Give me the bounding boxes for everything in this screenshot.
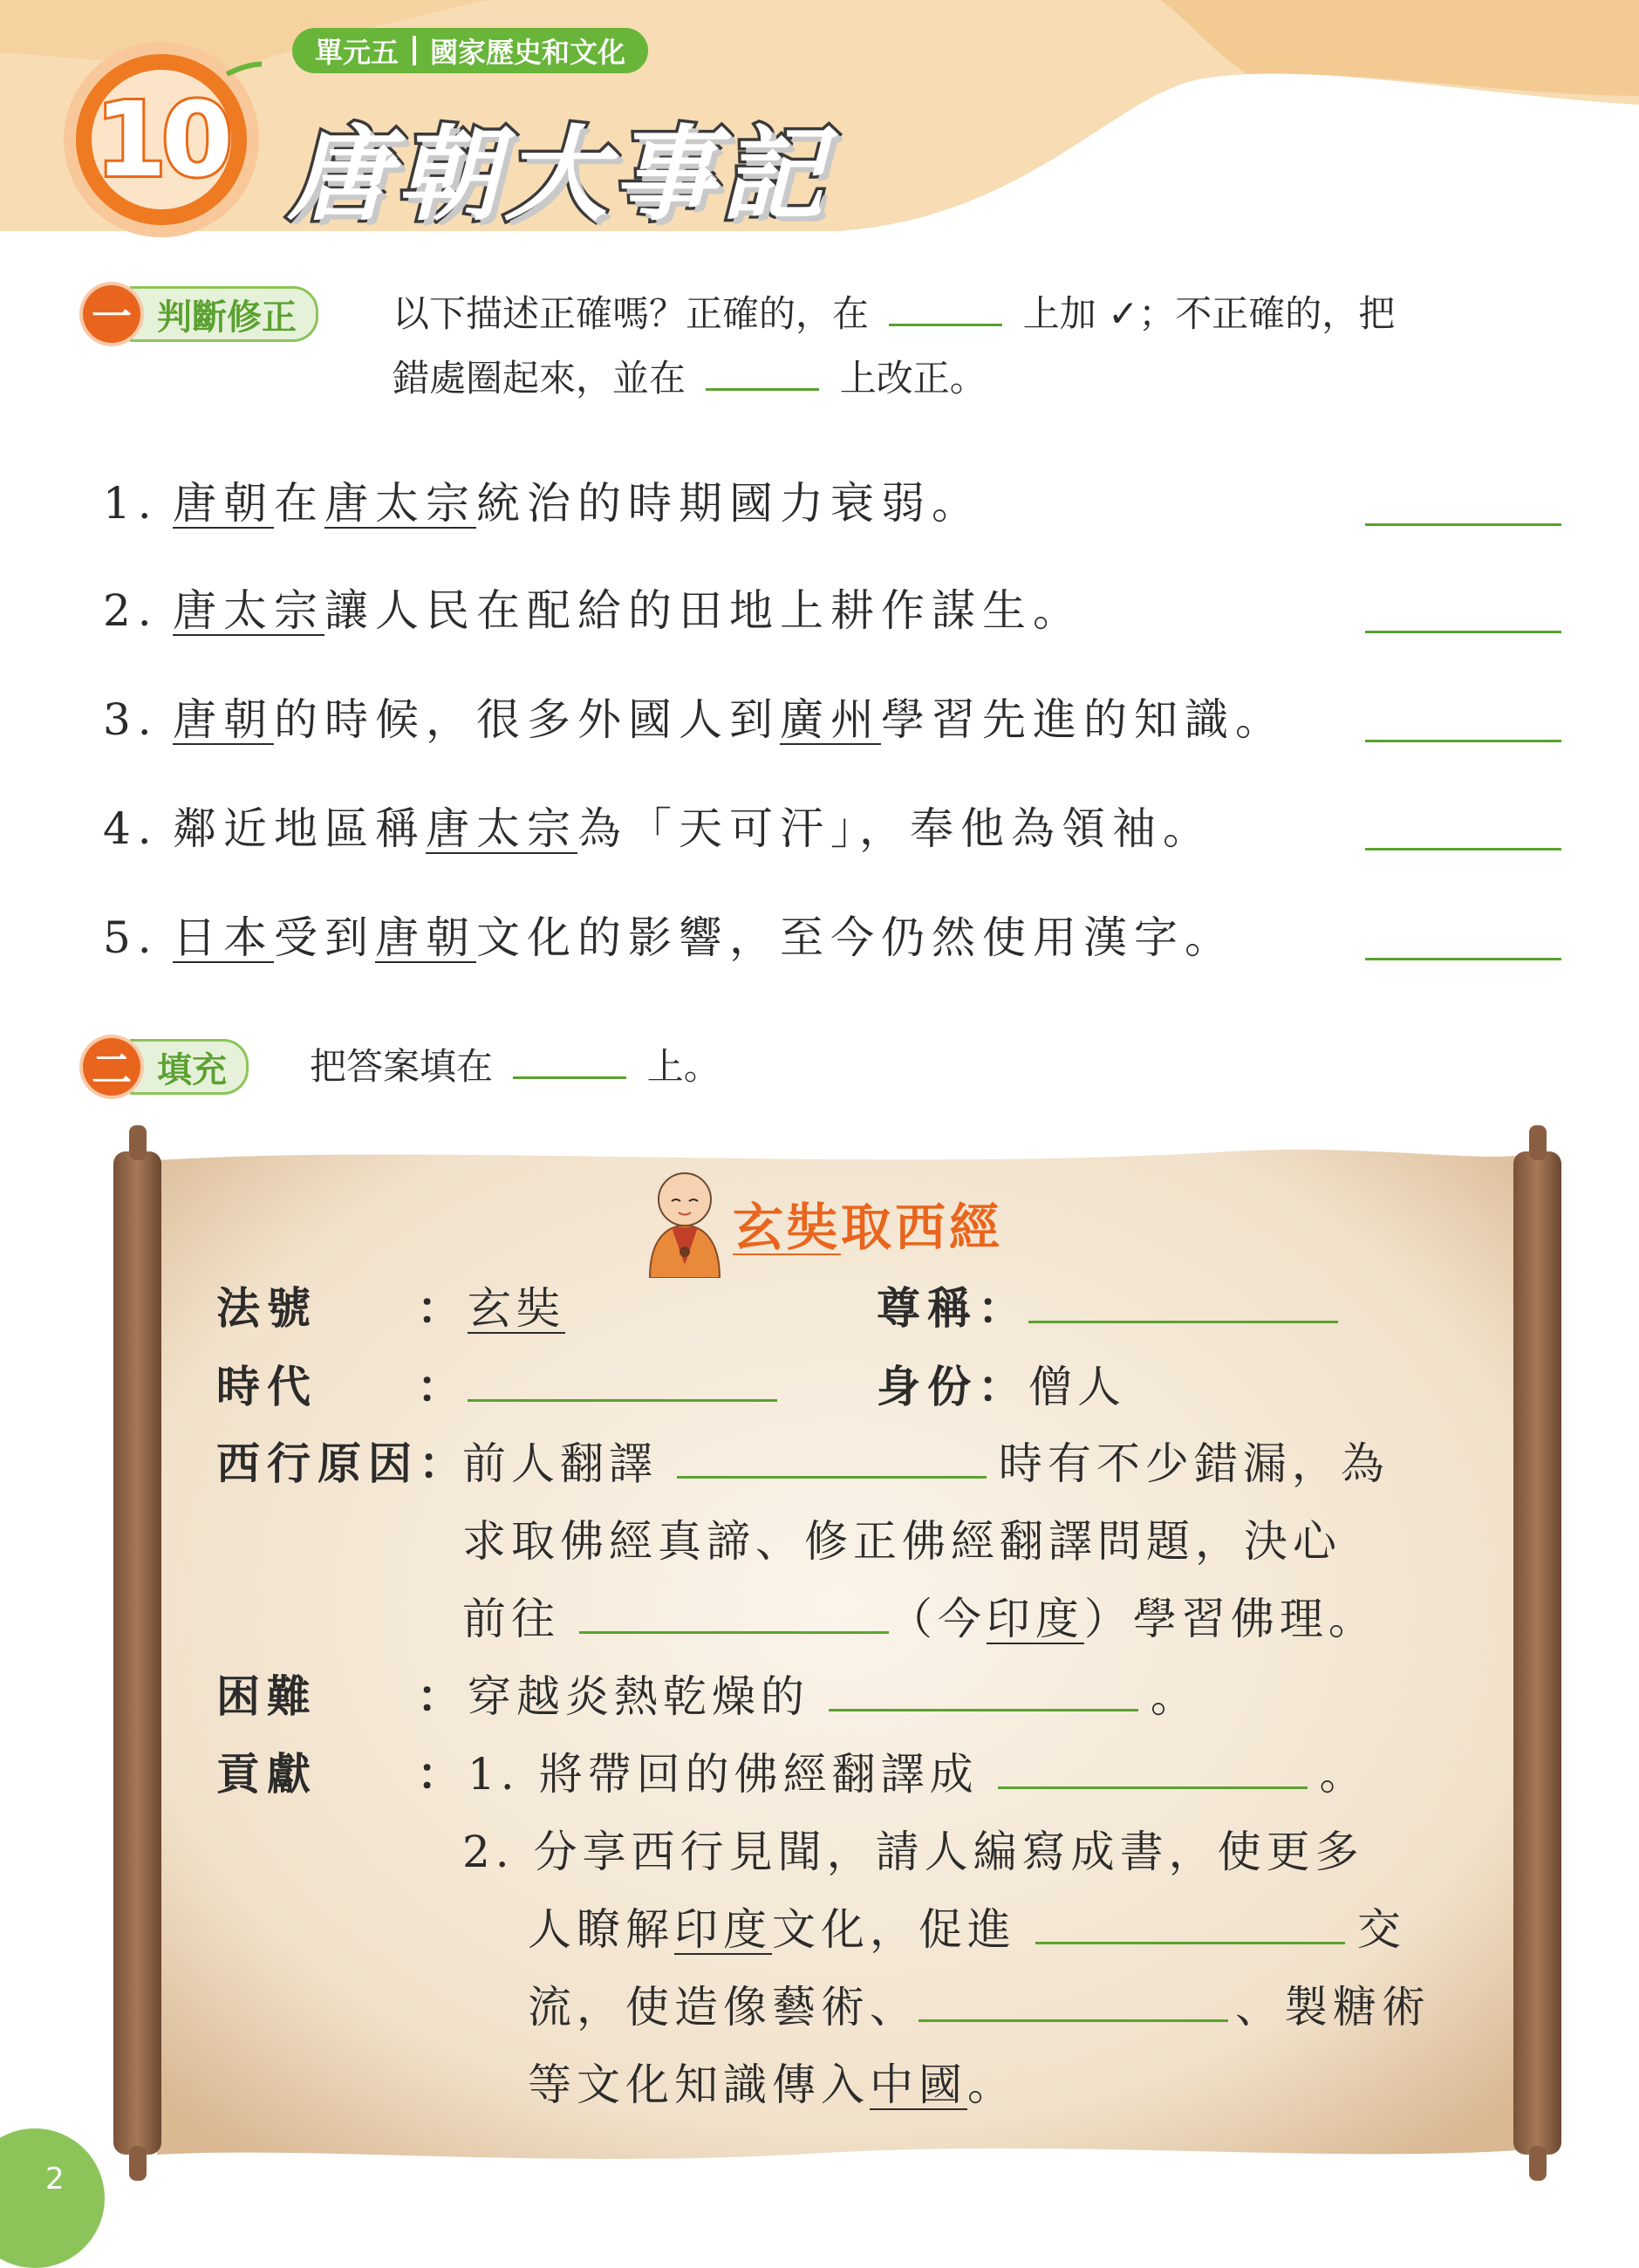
reason-blank-2[interactable] [579, 1595, 889, 1634]
reason-text: 求取佛經真諦、修正佛經翻譯問題，決心 [462, 1516, 1342, 1567]
question-1 [103, 468, 982, 531]
reason-text: ）學習佛理。 [1083, 1594, 1377, 1644]
colon: ： [417, 1749, 468, 1800]
question-text: 鄰近地區稱 [173, 803, 426, 854]
proper-noun: 日本 [173, 912, 274, 963]
unit-name: 國家歷史和文化 [430, 36, 626, 69]
lesson-number: 10 [94, 79, 229, 200]
zuncheng-row [877, 1274, 1338, 1336]
question-text: 讓人民在配給的田地上耕作謀生。 [324, 585, 1083, 636]
reason-row-1 [216, 1429, 1390, 1492]
reason-text: 前人翻譯 [462, 1438, 658, 1489]
reason-text: 前往 [462, 1594, 560, 1644]
contrib-row-3 [528, 1895, 1406, 1957]
colon: ： [417, 1283, 468, 1334]
contrib-text: 。 [967, 2060, 1016, 2110]
answer-line-1[interactable] [1365, 523, 1561, 526]
proper-noun: 唐太宗 [426, 803, 577, 854]
contrib-text: 1. 將帶回的佛經翻譯成 [468, 1749, 979, 1800]
part2-number: 二 [83, 1038, 140, 1096]
unit-label-pill [292, 28, 648, 73]
question-5 [103, 903, 1235, 966]
question-text: 為「天可汗」，奉他為領袖。 [577, 803, 1213, 854]
proper-noun: 唐朝 [173, 478, 274, 529]
scroll-title [733, 1186, 1003, 1260]
contrib-blank-1[interactable] [998, 1750, 1308, 1789]
question-text: 文化的影響，至今仍然使用漢字。 [476, 912, 1235, 963]
monk-illustration [637, 1165, 733, 1278]
instruction-blank [513, 1042, 626, 1079]
proper-noun: 唐朝 [375, 912, 476, 963]
instruction-blank [706, 353, 819, 391]
reason-blank-1[interactable] [677, 1439, 987, 1479]
contrib-text: 。 [1319, 1749, 1369, 1800]
instruction-text: 以下描述正確嗎？正確的，在 [393, 292, 870, 335]
reason-text: 時有不少錯漏，為 [998, 1438, 1390, 1489]
contrib-text: 流，使造像藝術、 [528, 1982, 919, 2032]
contrib-china: 中國 [870, 2060, 967, 2110]
instruction-blank [889, 289, 1002, 326]
difficulty-text: 穿越炎熱乾燥的 [468, 1671, 809, 1722]
scroll-title-rest: 取西經 [841, 1198, 1004, 1257]
proper-noun: 唐太宗 [324, 478, 476, 529]
contrib-text: 交 [1356, 1904, 1406, 1955]
difficulty-row [216, 1662, 1199, 1725]
part2-header [83, 1041, 249, 1093]
part1-header [83, 288, 318, 340]
part2-instruction [310, 1035, 720, 1099]
reason-text: （今 [888, 1594, 987, 1644]
question-text: 受到 [274, 912, 375, 963]
scroll-title-name: 玄奘 [733, 1198, 842, 1257]
question-number: 5. [103, 912, 159, 963]
fahao-value: 玄奘 [468, 1283, 565, 1334]
page-number-badge [0, 2128, 105, 2268]
question-text: 在 [274, 478, 324, 529]
reason-row-2 [462, 1506, 1342, 1569]
contrib-text: 、製糖術 [1235, 1982, 1431, 2032]
fahao-label: 法號 [216, 1283, 318, 1334]
answer-line-4[interactable] [1365, 848, 1561, 850]
proper-noun: 廣州 [780, 694, 881, 745]
contrib-row-2 [462, 1817, 1364, 1880]
difficulty-text: 。 [1150, 1671, 1199, 1722]
proper-noun: 唐太宗 [173, 585, 324, 636]
question-number: 4. [103, 803, 159, 854]
part2-tag: 填充 [130, 1039, 249, 1095]
question-2 [103, 576, 1083, 639]
reason-row-3 [462, 1584, 1377, 1647]
colon: ： [417, 1362, 468, 1412]
difficulty-blank[interactable] [829, 1672, 1138, 1711]
question-number: 3. [103, 694, 159, 745]
instruction-text: 上加 ✓；不正確的，把 [1022, 292, 1396, 335]
zuncheng-blank[interactable] [1028, 1284, 1338, 1323]
question-number: 1. [103, 478, 159, 529]
question-3 [103, 685, 1286, 748]
contrib-blank-3[interactable] [919, 1983, 1228, 2022]
page-title: 唐朝大事記 [288, 114, 830, 235]
zuncheng-label: 尊稱： [877, 1283, 1028, 1334]
page-number: 2 [45, 2162, 65, 2196]
question-4 [103, 794, 1213, 857]
contrib-text: 人瞭解 [528, 1904, 674, 1955]
question-text: 統治的時期國力衰弱。 [476, 478, 982, 529]
part1-tag: 判斷修正 [130, 286, 318, 342]
contrib-label: 貢獻 [216, 1749, 318, 1800]
shenfen-label: 身份： [877, 1362, 1028, 1412]
difficulty-label: 困難 [216, 1671, 318, 1722]
shidai-blank[interactable] [468, 1363, 777, 1402]
unit-label: 單元五 [315, 36, 400, 69]
shidai-label: 時代 [216, 1362, 318, 1412]
question-text: 學習先進的知識。 [881, 694, 1286, 745]
reason-label: 西行原因： [216, 1438, 469, 1489]
instruction-text: 把答案填在 [310, 1045, 494, 1088]
question-text: 的時候，很多外國人到 [274, 694, 780, 745]
instruction-text: 上。 [646, 1045, 720, 1088]
shenfen-value: 僧人 [1028, 1362, 1126, 1412]
contrib-row-4 [528, 1972, 1431, 2035]
contrib-blank-2[interactable] [1035, 1905, 1345, 1944]
part1-instruction [393, 282, 1395, 411]
proper-noun: 唐朝 [173, 694, 274, 745]
answer-line-5[interactable] [1365, 958, 1561, 960]
fahao-row [216, 1274, 565, 1336]
contrib-row-1 [216, 1739, 1369, 1802]
unit-separator [413, 36, 416, 65]
answer-line-2[interactable] [1365, 631, 1561, 633]
answer-line-3[interactable] [1365, 740, 1561, 742]
reason-india: 印度 [986, 1594, 1084, 1644]
part1-number: 一 [83, 285, 140, 343]
contrib-india: 印度 [674, 1904, 772, 1955]
contrib-text: 文化，促進 [772, 1904, 1016, 1955]
contrib-row-5 [528, 2050, 1016, 2113]
shenfen-row [877, 1352, 1126, 1415]
instruction-text: 上改正。 [839, 357, 987, 400]
question-number: 2. [103, 585, 159, 636]
contrib-text: 2. 分享西行見聞，請人編寫成書，使更多 [462, 1827, 1364, 1877]
shidai-row [216, 1352, 777, 1415]
instruction-text: 錯處圈起來，並在 [393, 357, 686, 400]
colon: ： [417, 1671, 468, 1722]
contrib-text: 等文化知識傳入 [528, 2060, 870, 2110]
